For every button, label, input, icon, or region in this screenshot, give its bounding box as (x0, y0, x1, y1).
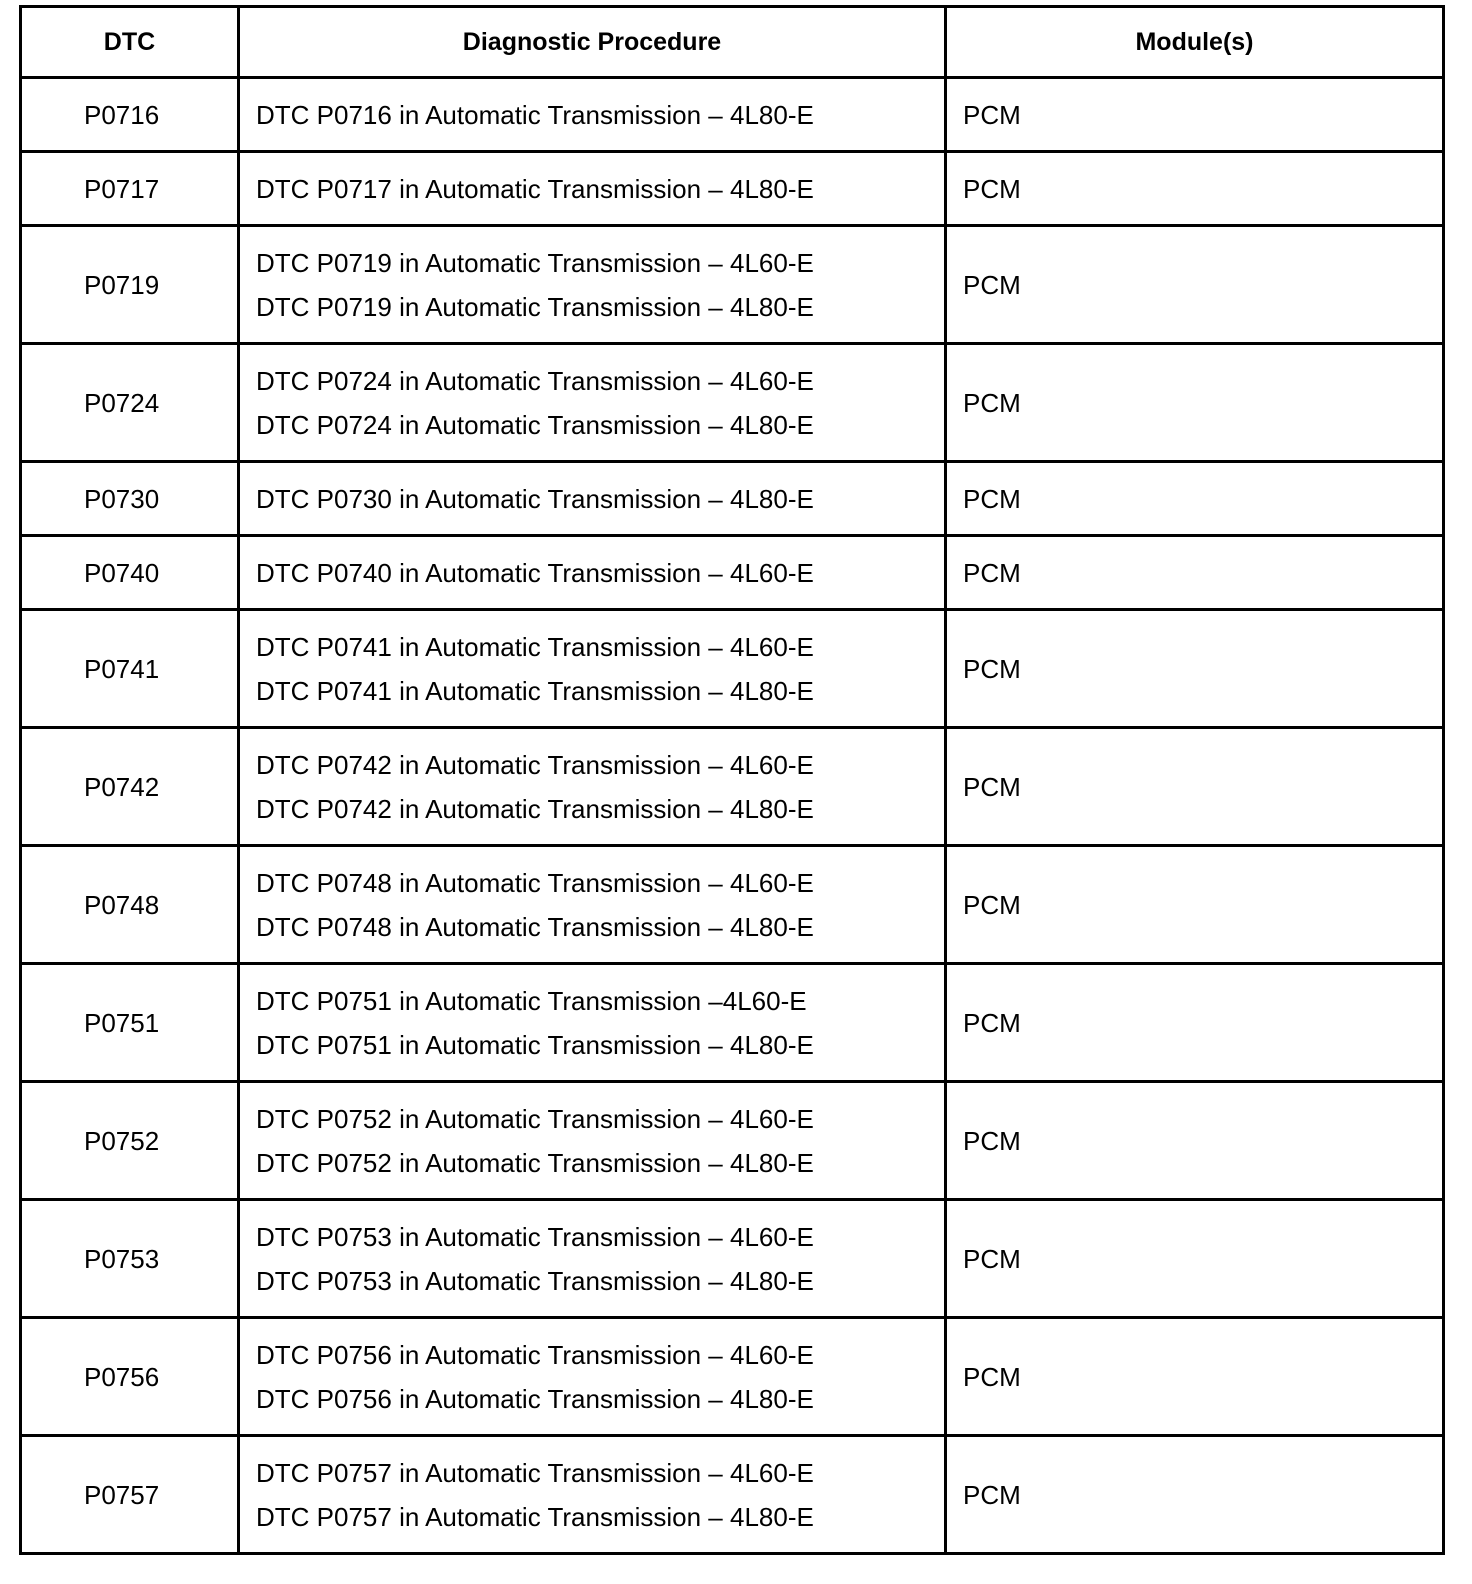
diagnostic-procedure-cell (239, 536, 946, 610)
diagnostic-procedure-cell (239, 610, 946, 728)
procedure-link[interactable]: DTC P0742 in Automatic Transmission – 4L60-E (256, 749, 814, 780)
diagnostic-procedure-cell (239, 462, 946, 536)
table-row (21, 462, 1444, 536)
procedure-link[interactable]: DTC P0753 in Automatic Transmission – 4L80-E (256, 1265, 814, 1296)
diagnostic-procedure-cell (239, 964, 946, 1082)
module-cell: PCM (946, 462, 1444, 536)
procedure-link[interactable]: DTC P0756 in Automatic Transmission – 4L80-E (256, 1383, 814, 1414)
diagnostic-procedure-cell (239, 78, 946, 152)
procedure-link[interactable]: DTC P0716 in Automatic Transmission – 4L80-E (256, 99, 814, 130)
module-cell: PCM (946, 536, 1444, 610)
dtc-code-cell: P0740 (21, 536, 239, 610)
module-cell: PCM (946, 78, 1444, 152)
table-row (21, 728, 1444, 846)
dtc-code-cell: P0751 (21, 964, 239, 1082)
dtc-code-cell: P0741 (21, 610, 239, 728)
procedure-link[interactable]: DTC P0752 in Automatic Transmission – 4L60-E (256, 1103, 814, 1134)
diagnostic-procedure-cell (239, 152, 946, 226)
table-row (21, 344, 1444, 462)
module-cell: PCM (946, 846, 1444, 964)
table-row (21, 1200, 1444, 1318)
module-cell: PCM (946, 1200, 1444, 1318)
module-cell: PCM (946, 610, 1444, 728)
module-cell: PCM (946, 152, 1444, 226)
module-cell: PCM (946, 964, 1444, 1082)
module-cell: PCM (946, 344, 1444, 462)
procedure-link[interactable]: DTC P0740 in Automatic Transmission – 4L60-E (256, 557, 814, 588)
procedure-link[interactable]: DTC P0742 in Automatic Transmission – 4L80-E (256, 793, 814, 824)
procedure-link[interactable]: DTC P0724 in Automatic Transmission – 4L60-E (256, 365, 814, 396)
header-modules: Module(s) (946, 7, 1444, 78)
dtc-code-cell: P0719 (21, 226, 239, 344)
table-row (21, 846, 1444, 964)
procedure-link[interactable]: DTC P0748 in Automatic Transmission – 4L80-E (256, 911, 814, 942)
module-cell: PCM (946, 1436, 1444, 1554)
header-dtc: DTC (21, 7, 239, 78)
procedure-link[interactable]: DTC P0741 in Automatic Transmission – 4L60-E (256, 631, 814, 662)
module-cell: PCM (946, 1318, 1444, 1436)
diagnostic-procedure-cell (239, 728, 946, 846)
dtc-code-cell: P0756 (21, 1318, 239, 1436)
table-row (21, 226, 1444, 344)
dtc-code-cell: P0716 (21, 78, 239, 152)
procedure-link[interactable]: DTC P0730 in Automatic Transmission – 4L80-E (256, 483, 814, 514)
dtc-code-cell: P0742 (21, 728, 239, 846)
module-cell: PCM (946, 226, 1444, 344)
module-cell: PCM (946, 728, 1444, 846)
procedure-link[interactable]: DTC P0741 in Automatic Transmission – 4L80-E (256, 675, 814, 706)
diagnostic-procedure-cell (239, 344, 946, 462)
table-row (21, 78, 1444, 152)
table-row (21, 1082, 1444, 1200)
procedure-link[interactable]: DTC P0752 in Automatic Transmission – 4L80-E (256, 1147, 814, 1178)
module-cell: PCM (946, 1082, 1444, 1200)
table-body (21, 78, 1444, 1554)
dtc-table (19, 5, 1445, 1555)
dtc-code-cell: P0752 (21, 1082, 239, 1200)
procedure-link[interactable]: DTC P0719 in Automatic Transmission – 4L80-E (256, 291, 814, 322)
table-row (21, 610, 1444, 728)
dtc-code-cell: P0730 (21, 462, 239, 536)
diagnostic-procedure-cell (239, 1082, 946, 1200)
header-diagnostic-procedure: Diagnostic Procedure (239, 7, 946, 78)
dtc-code-cell: P0748 (21, 846, 239, 964)
table-row (21, 964, 1444, 1082)
procedure-link[interactable]: DTC P0748 in Automatic Transmission – 4L60-E (256, 867, 814, 898)
table-row (21, 152, 1444, 226)
procedure-link[interactable]: DTC P0753 in Automatic Transmission – 4L60-E (256, 1221, 814, 1252)
table-row (21, 1318, 1444, 1436)
table-header (21, 7, 1444, 78)
procedure-link[interactable]: DTC P0724 in Automatic Transmission – 4L80-E (256, 409, 814, 440)
dtc-code-cell: P0757 (21, 1436, 239, 1554)
dtc-code-cell: P0717 (21, 152, 239, 226)
procedure-link[interactable]: DTC P0757 in Automatic Transmission – 4L80-E (256, 1501, 814, 1532)
dtc-code-cell: P0724 (21, 344, 239, 462)
procedure-link[interactable]: DTC P0751 in Automatic Transmission – 4L80-E (256, 1029, 814, 1060)
procedure-link[interactable]: DTC P0757 in Automatic Transmission – 4L60-E (256, 1457, 814, 1488)
dtc-code-cell: P0753 (21, 1200, 239, 1318)
diagnostic-procedure-cell (239, 1436, 946, 1554)
table-row (21, 1436, 1444, 1554)
table-row (21, 536, 1444, 610)
procedure-link[interactable]: DTC P0751 in Automatic Transmission –4L60-E (256, 985, 807, 1016)
header-row (21, 7, 1444, 78)
diagnostic-procedure-cell (239, 1318, 946, 1436)
procedure-link[interactable]: DTC P0756 in Automatic Transmission – 4L60-E (256, 1339, 814, 1370)
procedure-link[interactable]: DTC P0717 in Automatic Transmission – 4L80-E (256, 173, 814, 204)
diagnostic-procedure-cell (239, 226, 946, 344)
procedure-link[interactable]: DTC P0719 in Automatic Transmission – 4L60-E (256, 247, 814, 278)
diagnostic-procedure-cell (239, 846, 946, 964)
diagnostic-procedure-cell (239, 1200, 946, 1318)
